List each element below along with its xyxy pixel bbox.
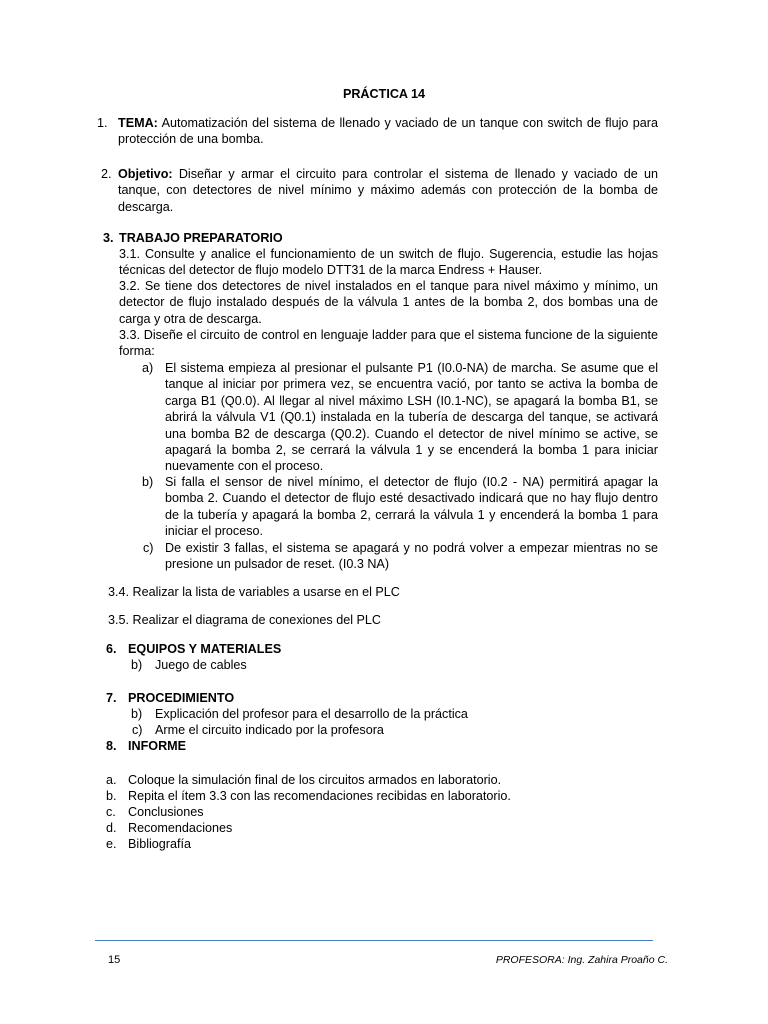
- informe-item-b-marker: b.: [106, 789, 117, 803]
- section-1-number: 1.: [97, 116, 108, 130]
- section-7-heading: PROCEDIMIENTO: [128, 691, 235, 705]
- section-3-number: 3.: [103, 231, 114, 245]
- item-a-line: abrirá la válvula V1 (Q0.1) instalada en la tubería de descarga del tanque, se activará: [165, 410, 658, 425]
- item-a-line: tanque al iniciar por primera vez, se encuentra vació, por tanto se activa la bomba de: [165, 377, 658, 392]
- p33-line-2: forma:: [119, 344, 155, 359]
- section-6-item-marker: b): [131, 658, 143, 672]
- item-c-text: [165, 540, 658, 573]
- p31-line-1: 3.1. Consulte y analice el funcionamiento de un switch de flujo. Sugerencia, estudie las hojas: [119, 247, 658, 261]
- informe-item-e-marker: e.: [106, 837, 117, 851]
- p33-line-1: 3.3. Diseñe el circuito de control en lenguaje ladder para que el sistema funcione de la siguiente: [119, 328, 658, 342]
- item-a-line: carga B1 (Q0.0). Al llegar al nivel máximo LSH (I0.1-NC), se apagará la bomba B1, se: [165, 393, 658, 408]
- objetivo-line-1: Diseñar y armar el circuito para controlar el sistema de llenado y vaciado de un: [178, 167, 659, 181]
- paragraph-3-4: 3.4. Realizar la lista de variables a usarse en el PLC: [108, 585, 400, 599]
- informe-item-e-text: Bibliografía: [128, 837, 192, 851]
- informe-item-a-marker: a.: [106, 773, 117, 787]
- section-6-heading: EQUIPOS Y MATERIALES: [128, 642, 282, 656]
- item-c-line: presione un pulsador de reset. (I0.3 NA): [165, 557, 390, 572]
- page-number: 15: [108, 954, 121, 966]
- item-c-line: De existir 3 fallas, el sistema se apagará y no podrá volver a empezar mientras no se: [165, 541, 658, 555]
- item-a-line: apagará la bomba 2, se cerrará la válvula 1 y se encenderá la bomba 1 para iniciar: [165, 443, 658, 458]
- objetivo-line-2: tanque, con detectores de nivel mínimo y máximo además con protección de la bomba de: [118, 183, 658, 198]
- informe-item-d-text: Recomendaciones: [128, 821, 233, 835]
- section-1-tema: [118, 115, 658, 148]
- section-7-item-c-text: Arme el circuito indicado por la profesora: [155, 723, 384, 737]
- objetivo-line-3: descarga.: [118, 199, 174, 214]
- p32-line-2: detector de flujo instalado después de la válvula 1 antes de la bomba 2, dos bombas una de: [119, 295, 658, 310]
- item-c-marker: c): [143, 541, 154, 555]
- section-7-item-b-marker: b): [131, 707, 143, 721]
- section-3-heading: TRABAJO PREPARATORIO: [119, 231, 283, 245]
- page-title: PRÁCTICA 14: [342, 87, 426, 101]
- tema-label: TEMA:: [118, 116, 158, 130]
- item-b-line: Si falla el sensor de nivel mínimo, el detector de flujo (I0.2 - NA) permitirá apagar la: [165, 475, 658, 489]
- item-a-line: nuevamente con el proceso.: [165, 459, 324, 474]
- item-b-line: de la tubería y apagará la bomba 2, cerrará la válvula 1 y encenderá la bomba 1 para: [165, 507, 658, 522]
- objetivo-label: Objetivo:: [118, 167, 173, 181]
- section-6-item-text: Juego de cables: [155, 658, 247, 672]
- p32-line-1: 3.2. Se tiene dos detectores de nivel instalados en el tanque para nivel máximo y mínimo, un: [119, 279, 658, 293]
- p32-line-3: carga y otra de descarga.: [119, 311, 262, 326]
- informe-item-c-text: Conclusiones: [128, 805, 204, 819]
- informe-item-c-marker: c.: [106, 805, 116, 819]
- item-a-line: una bomba B2 de descarga (Q0.2). Cuando el detector de nivel mínimo se active, se: [165, 426, 658, 441]
- footer-professor: PROFESORA: Ing. Zahira Proaño C.: [495, 954, 668, 966]
- paragraph-3-1: [119, 246, 658, 279]
- paragraph-3-5: 3.5. Realizar el diagrama de conexiones del PLC: [108, 613, 382, 627]
- section-7-item-b-text: Explicación del profesor para el desarrollo de la práctica: [155, 707, 468, 721]
- item-a-line: El sistema empieza al presionar el pulsante P1 (I0.0-NA) de marcha. Se asume que el: [165, 361, 658, 375]
- section-8-number: 8.: [106, 739, 117, 753]
- item-b-line: bomba 2. Cuando el detector de flujo esté desactivado indicará que no hay flujo dentro: [165, 491, 658, 506]
- tema-line-2: protección de una bomba.: [118, 132, 264, 147]
- item-a-marker: a): [142, 361, 154, 375]
- informe-item-d-marker: d.: [106, 821, 117, 835]
- item-a-text: [165, 360, 658, 475]
- tema-line-1: Automatización del sistema de llenado y vaciado de un tanque con switch de flujo para: [161, 116, 658, 130]
- item-b-marker: b): [142, 475, 154, 489]
- section-7-item-c-marker: c): [132, 723, 143, 737]
- section-8-heading: INFORME: [128, 739, 187, 753]
- footer-divider: [95, 940, 653, 941]
- paragraph-3-2: [119, 278, 658, 327]
- item-b-text: [165, 474, 658, 540]
- section-2-number: 2.: [101, 167, 112, 181]
- section-2-objetivo: [118, 166, 658, 215]
- section-7-number: 7.: [106, 691, 117, 705]
- paragraph-3-3: [119, 327, 658, 360]
- section-6-number: 6.: [106, 642, 117, 656]
- informe-item-a-text: Coloque la simulación final de los circuitos armados en laboratorio.: [128, 773, 502, 787]
- item-b-line: iniciar el proceso.: [165, 524, 263, 539]
- informe-item-b-text: Repita el ítem 3.3 con las recomendaciones recibidas en laboratorio.: [128, 789, 511, 803]
- p31-line-2: técnicas del detector de flujo modelo DTT31 de la marca Endress + Hauser.: [119, 263, 543, 278]
